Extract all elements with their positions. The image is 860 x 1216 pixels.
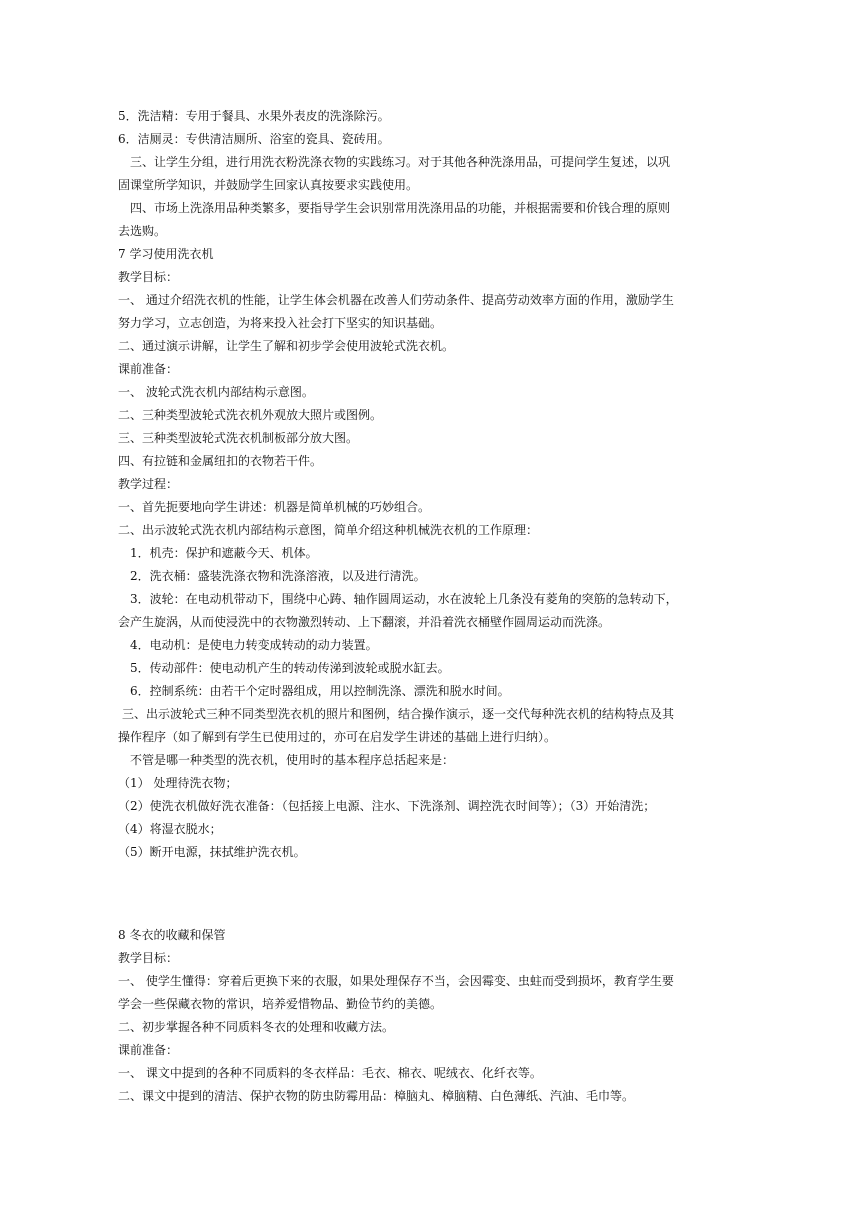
- list-item: 1．机壳：保护和遮蔽今天、机体。: [130, 546, 318, 560]
- text-line: 一、首先扼要地向学生讲述：机器是简单机械的巧妙组合。: [118, 500, 431, 514]
- text-line: 二、出示波轮式洗衣机内部结构示意图，简单介绍这种机械洗衣机的工作原理：: [118, 523, 539, 537]
- section-spacer: [118, 864, 743, 924]
- text-line: 学会一些保藏衣物的常识，培养爱惜物品、勤俭节约的美德。: [118, 997, 443, 1011]
- text-line: 一、 使学生懂得：穿着后更换下来的衣服，如果处理保存不当，会因霉变、虫蛀而受到损坏，教育学生要: [118, 974, 674, 988]
- list-item: 6．控制系统：由若干个定时器组成，用以控制洗涤、漂洗和脱水时间。: [130, 684, 510, 698]
- text-line: 6．洁厕灵：专供清洁厕所、浴室的瓷具、瓷砖用。: [118, 132, 390, 146]
- text-line: 操作程序（如了解到有学生已使用过的，亦可在启发学生讲述的基础上进行归纳）。: [118, 730, 557, 744]
- list-item: （4）将湿衣脱水；: [118, 822, 222, 836]
- section-heading: 7 学习使用洗衣机: [118, 247, 214, 261]
- list-item: 2．洗衣桶：盛装洗涤衣物和洗涤溶液，以及进行清洗。: [130, 569, 426, 583]
- text-line: 三、让学生分组，进行用洗衣粉洗涤衣物的实践练习。对于其他各种洗涤用品，可提问学生复述，以巩: [130, 155, 671, 169]
- text-line: 教学目标：: [118, 951, 179, 965]
- text-line: 不管是哪一种类型的洗衣机，使用时的基本程序总括起来是：: [130, 753, 455, 767]
- text-line: 二、课文中提到的清洁、保护衣物的防虫防霉用品：樟脑丸、樟脑精、白色薄纸、汽油、毛巾等。: [118, 1089, 635, 1103]
- list-item: （5）断开电源，抹拭维护洗衣机。: [118, 845, 306, 859]
- text-line: 5．洗洁精：专用于餐具、水果外表皮的洗涤除污。: [118, 109, 390, 123]
- text-line: 努力学习，立志创造，为将来投入社会打下坚实的知识基础。: [118, 316, 443, 330]
- text-line: 二、初步掌握各种不同质料冬衣的处理和收藏方法。: [118, 1020, 395, 1034]
- text-line: 固课堂所学知识，并鼓励学生回家认真按要求实践使用。: [118, 178, 419, 192]
- section-heading: 8 冬衣的收藏和保管: [118, 928, 226, 942]
- text-line: 四、市场上洗涤用品种类繁多，要指导学生会识别常用洗涤用品的功能，并根据需要和价钱合理的原则: [130, 201, 671, 215]
- text-line: 去选购。: [118, 224, 167, 238]
- text-line: 三、三种类型波轮式洗衣机制板部分放大图。: [118, 431, 359, 445]
- text-line: 一、 课文中提到的各种不同质料的冬衣样品：毛衣、棉衣、呢绒衣、化纤衣等。: [118, 1066, 542, 1080]
- text-line: 二、三种类型波轮式洗衣机外观放大照片或图例。: [118, 408, 383, 422]
- text-line: 二、通过演示讲解，让学生了解和初步学会使用波轮式洗衣机。: [118, 339, 455, 353]
- text-line: 一、 通过介绍洗衣机的性能，让学生体会机器在改善人们劳动条件、提高劳动效率方面的作用，激励学生: [118, 293, 674, 307]
- document-page: [118, 105, 743, 1108]
- text-line: 课前准备：: [118, 362, 179, 376]
- text-line: 教学过程：: [118, 477, 179, 491]
- list-item: 4．电动机：是使电力转变成转动的动力装置。: [130, 638, 378, 652]
- text-line: 三、出示波轮式三种不同类型洗衣机的照片和图例，结合操作演示，逐一交代每种洗衣机的结构特点及其: [122, 707, 675, 721]
- text-line: 会产生旋涡，从而使浸洗中的衣物激烈转动、上下翻滚，并沿着洗衣桶壁作圆周运动而洗涤。: [118, 615, 611, 629]
- text-line: 课前准备：: [118, 1043, 179, 1057]
- list-item: （1） 处理待洗衣物；: [118, 776, 238, 790]
- text-line: 一、 波轮式洗衣机内部结构示意图。: [118, 385, 314, 399]
- list-item: 3．波轮：在电动机带动下，围绕中心踌、轴作圆周运动，水在波轮上几条没有菱角的突筋的急转动下，: [130, 592, 678, 606]
- text-line: 四、有拉链和金属纽扣的衣物若干件。: [118, 454, 323, 468]
- list-item: （2）使洗衣机做好洗衣准备：（包括接上电源、注水、下洗涤剂、调控洗衣时间等）；（3）开始清洗；: [118, 799, 656, 813]
- text-line: 教学目标：: [118, 270, 179, 284]
- list-item: 5．传动部件：使电动机产生的转动传涕到波轮或脱水缸去。: [130, 661, 450, 675]
